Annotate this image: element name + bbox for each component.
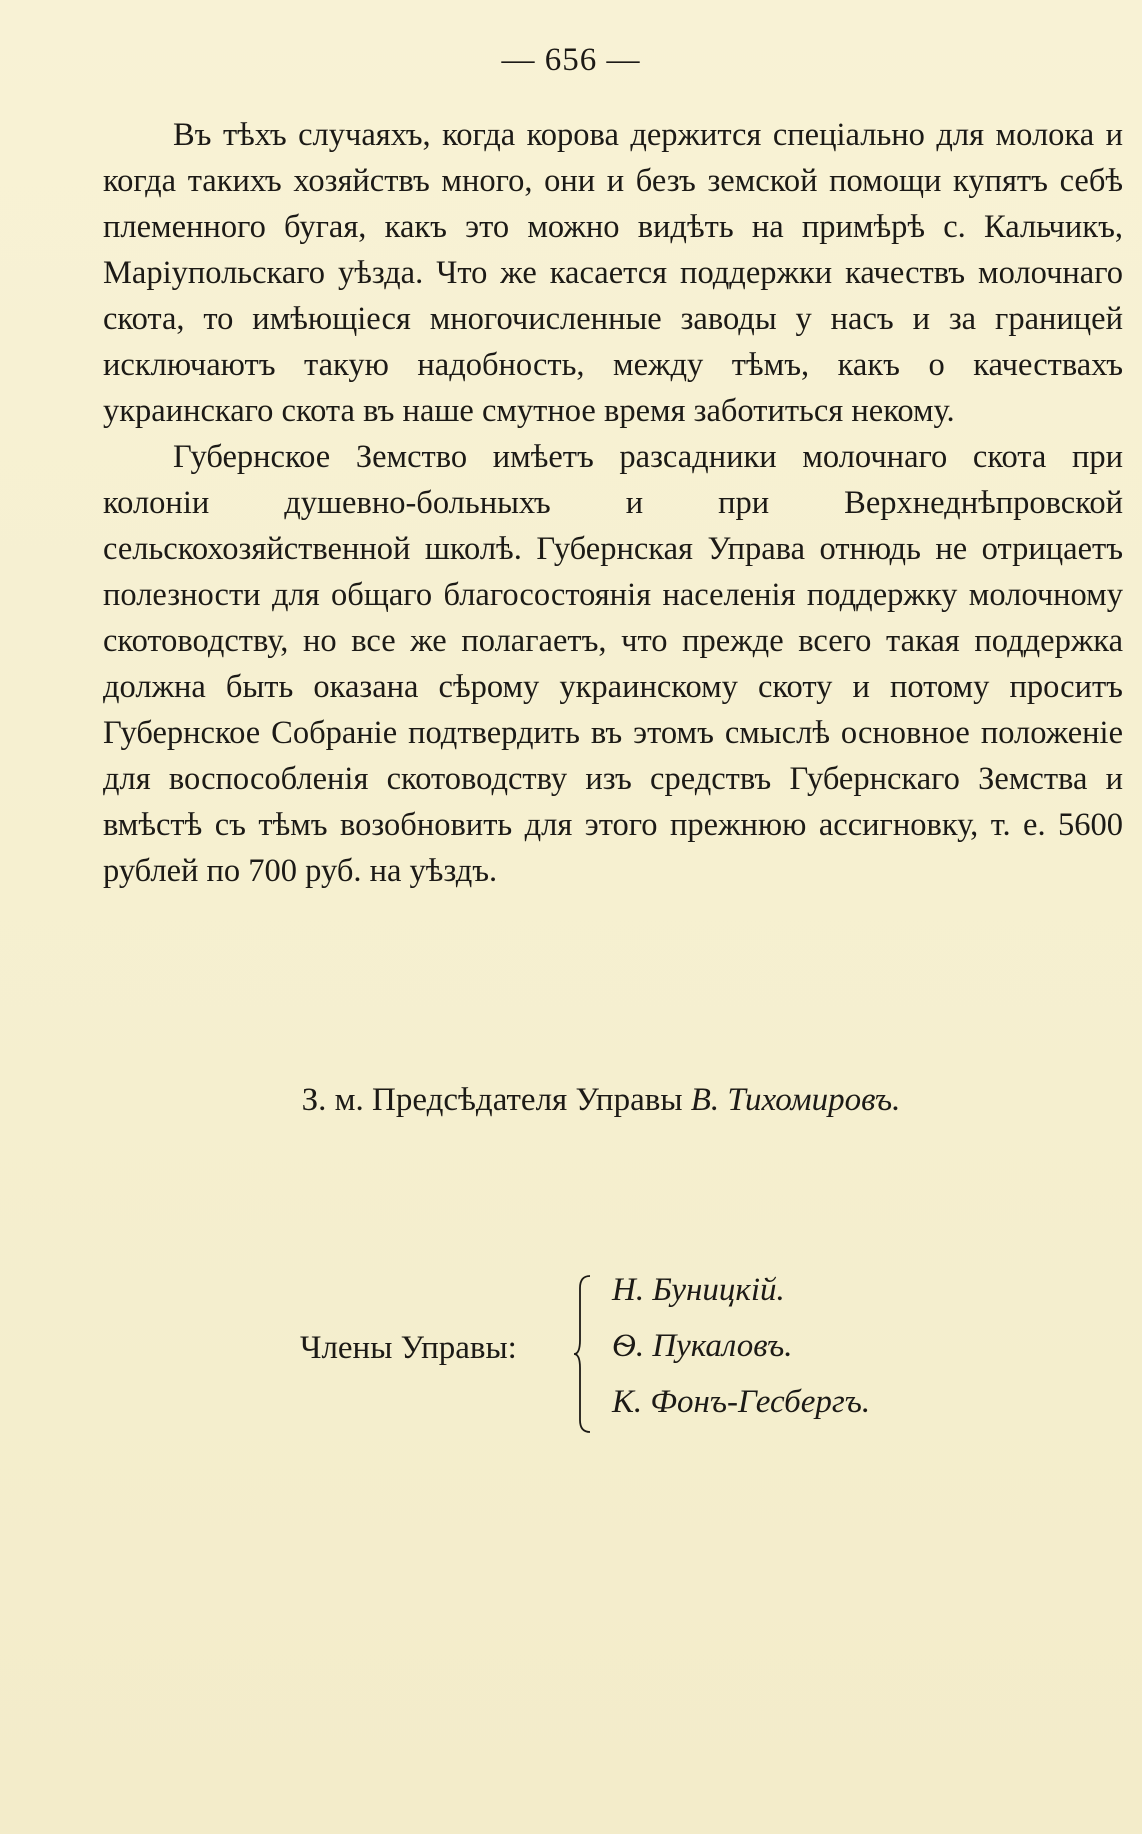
member-name: Ѳ. Пукаловъ.: [612, 1328, 793, 1364]
page-number: — 656 —: [501, 42, 641, 78]
chairman-signature: [0, 1082, 1142, 1119]
member-name: К. Фонъ-Гесбергъ.: [612, 1384, 871, 1420]
signature-name: В. Тихомировъ.: [690, 1082, 901, 1118]
signature-title: З. м. Предсѣдателя Управы: [301, 1082, 683, 1118]
curly-brace-icon: [572, 1274, 594, 1434]
body-text: [103, 112, 1123, 894]
member-name: Н. Буницкій.: [612, 1272, 785, 1308]
paragraph: Губернское Земство имѣетъ разсадники молочнаго скота при колоніи душевно-больныхъ и при Верхнеднѣпровской сельскохозяйственной школѣ. Губернская Управа отнюдь не отрицаетъ полезности для общаго благосостоянія населенія поддержку молочному скотоводству, но все же полагаетъ, что прежде всего такая поддержка должна быть оказана сѣрому украинскому скоту и потому проситъ Губернское Собраніе подтвердить въ этомъ смыслѣ основное положеніе для воспособленія скотоводству изъ средствъ Губернскаго Земства и вмѣстѣ съ тѣмъ возобновить для этого прежнюю ассигновку, т. е. 5600 рублей по 700 руб. на уѣздъ.: [103, 439, 1123, 889]
members-list: [612, 1262, 870, 1430]
members-label: Члены Управы:: [300, 1330, 517, 1366]
paragraph: Въ тѣхъ случаяхъ, когда корова держится спеціально для молока и когда такихъ хозяйствъ много, они и безъ земской помощи купятъ себѣ племенного бугая, какъ это можно видѣть на примѣрѣ с. Кальчикъ, Маріупольскаго уѣзда. Что же касается поддержки качествъ молочнаго скота, то имѣющіеся многочисленные заводы у насъ и за границей исключаютъ такую надобность, между тѣмъ, какъ о качествахъ украинскаго скота въ наше смутное время заботиться некому.: [103, 117, 1123, 429]
